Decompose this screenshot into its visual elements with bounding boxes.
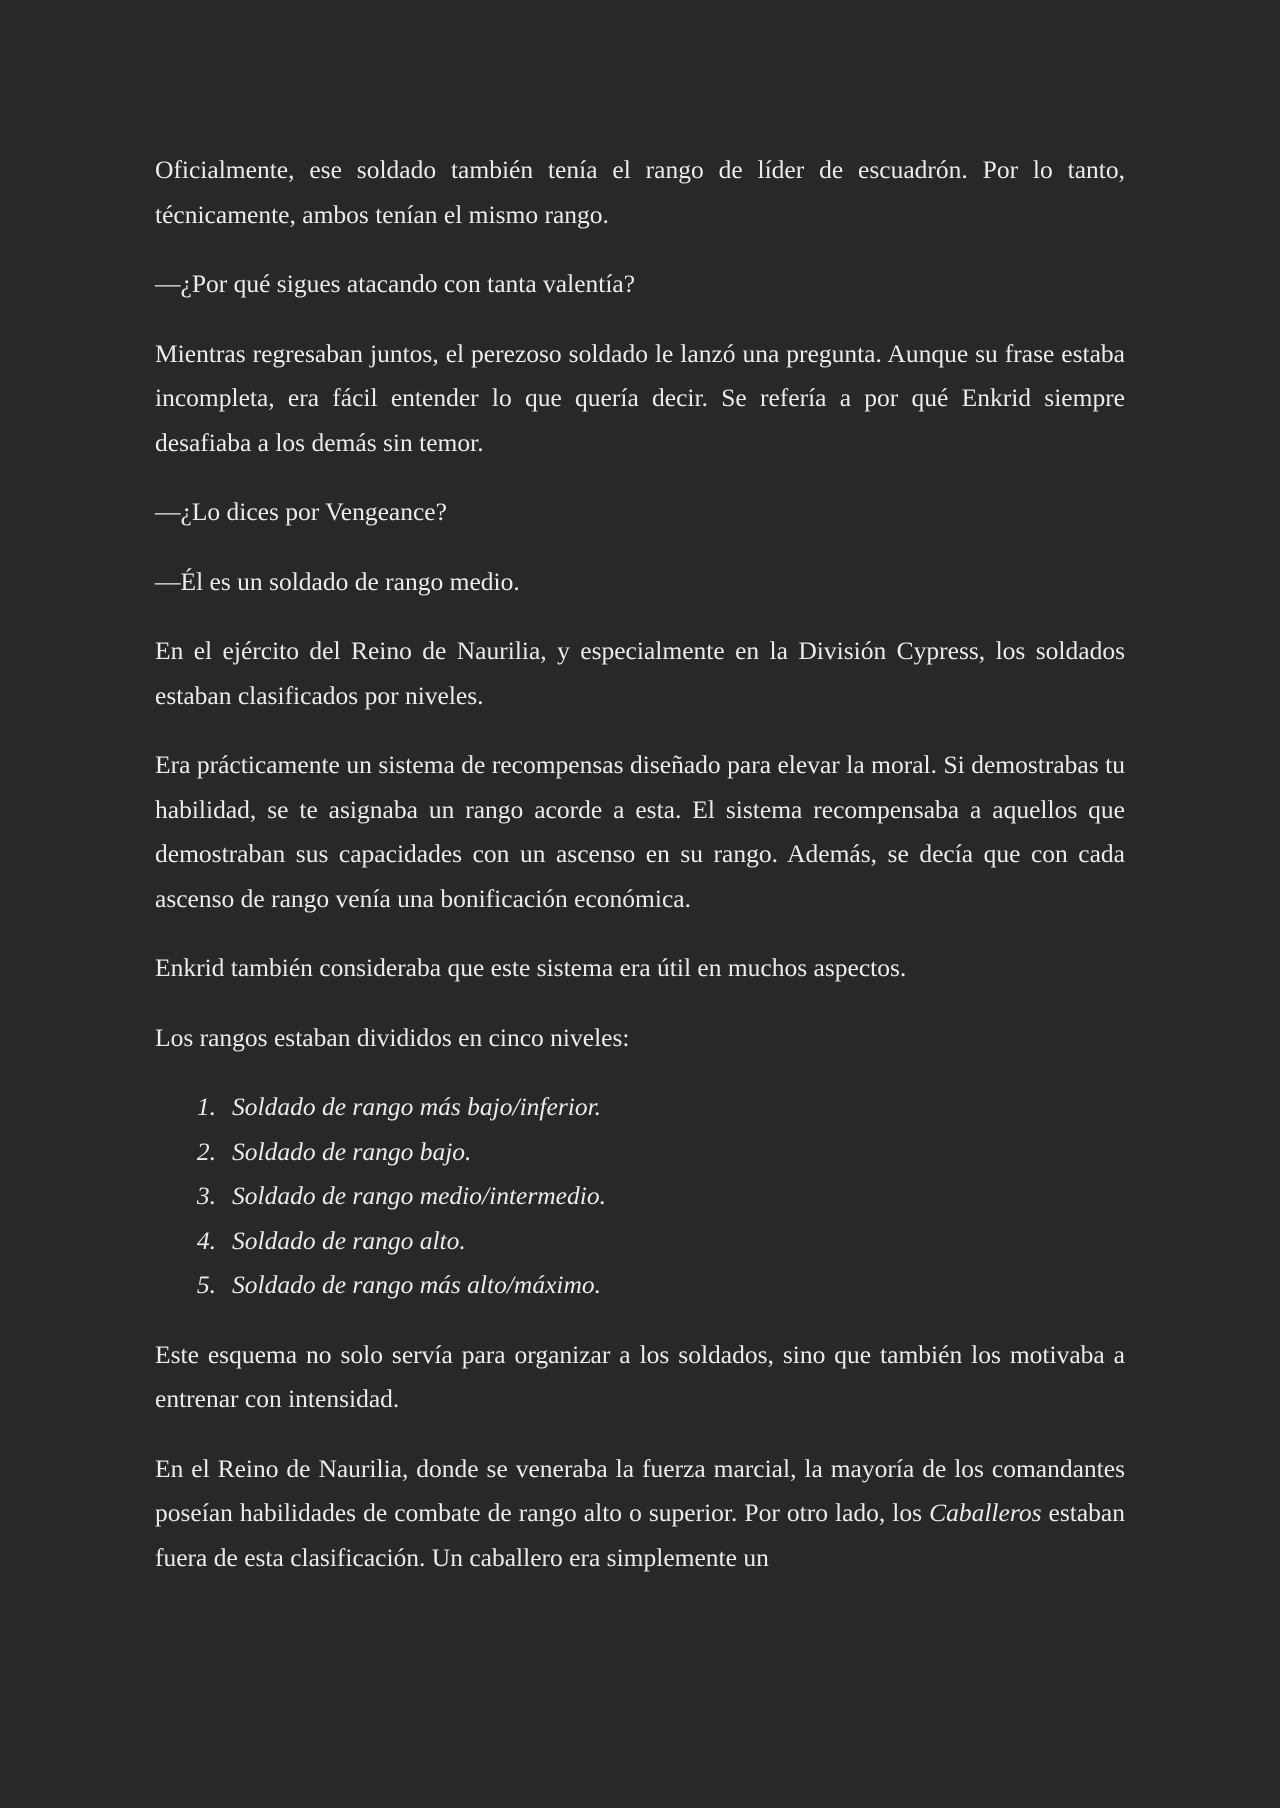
rank-list-item — [155, 1219, 1125, 1264]
paragraph-enkrid-opinion: Enkrid también consideraba que este sistema era útil en muchos aspectos. — [155, 953, 907, 982]
rank-text: Soldado de rango alto. — [232, 1225, 466, 1255]
emphasis-caballeros: Caballeros — [929, 1498, 1042, 1527]
dialogue-line-vengeance: —¿Lo dices por Vengeance? — [155, 497, 447, 526]
paragraph-lazy-soldier: Mientras regresaban juntos, el perezoso soldado le lanzó una pregunta. Aunque su frase estaba incompleta, era fácil entender lo que quería decir. Se refería a por qué Enkrid siempre desafiaba a los demás sin temor. — [155, 338, 1125, 457]
rank-number: 3. — [196, 1181, 216, 1210]
document-page — [155, 148, 1125, 1605]
rank-list — [155, 1085, 1125, 1308]
rank-number: 5. — [196, 1270, 216, 1299]
rank-list-item — [155, 1085, 1125, 1130]
dialogue-line-medium-rank: —Él es un soldado de rango medio. — [155, 566, 520, 596]
paragraph-army-ranks: En el ejército del Reino de Naurilia, y especialmente en la División Cypress, los soldados estaban clasificados por niveles. — [155, 636, 1125, 710]
rank-list-item — [155, 1174, 1125, 1219]
paragraph-knights-part1: En el Reino de Naurilia, donde se veneraba la fuerza marcial, la mayoría de los comandantes poseían habilidades de combate de rango alto o superior. Por otro lado, los — [155, 1453, 1125, 1527]
paragraph-reward-system: Era prácticamente un sistema de recompensas diseñado para elevar la moral. Si demostrabas tu habilidad, se te asignaba un rango acorde a esta. El sistema recompensaba a aquellos que demostraban sus capacidades con un ascenso en su rango. Además, se decía que con cada ascenso de rango venía una bonificación económica. — [155, 750, 1125, 913]
paragraph-scheme-motivation: Este esquema no solo servía para organizar a los soldados, sino que también los motivaba a entrenar con intensidad. — [155, 1339, 1125, 1413]
paragraph-official-rank: Oficialmente, ese soldado también tenía el rango de líder de escuadrón. Por lo tanto, técnicamente, ambos tenían el mismo rango. — [155, 155, 1125, 229]
rank-text: Soldado de rango medio/intermedio. — [232, 1181, 606, 1210]
rank-list-item — [155, 1263, 1125, 1308]
paragraph-knights — [155, 1447, 1125, 1581]
rank-list-item — [155, 1130, 1125, 1175]
rank-text: Soldado de rango más alto/máximo. — [232, 1270, 602, 1299]
rank-text: Soldado de rango más bajo/inferior. — [232, 1092, 602, 1121]
rank-text: Soldado de rango bajo. — [232, 1136, 472, 1166]
paragraph-knights-part2: estaban fuera de esta clasificación. Un caballero era simplemente un — [155, 1498, 1125, 1572]
dialogue-line-question: —¿Por qué sigues atacando con tanta valentía? — [155, 269, 636, 298]
paragraph-five-levels: Los rangos estaban divididos en cinco niveles: — [155, 1022, 630, 1052]
rank-number: 1. — [196, 1092, 216, 1121]
rank-number: 4. — [196, 1225, 216, 1255]
rank-number: 2. — [196, 1136, 216, 1166]
